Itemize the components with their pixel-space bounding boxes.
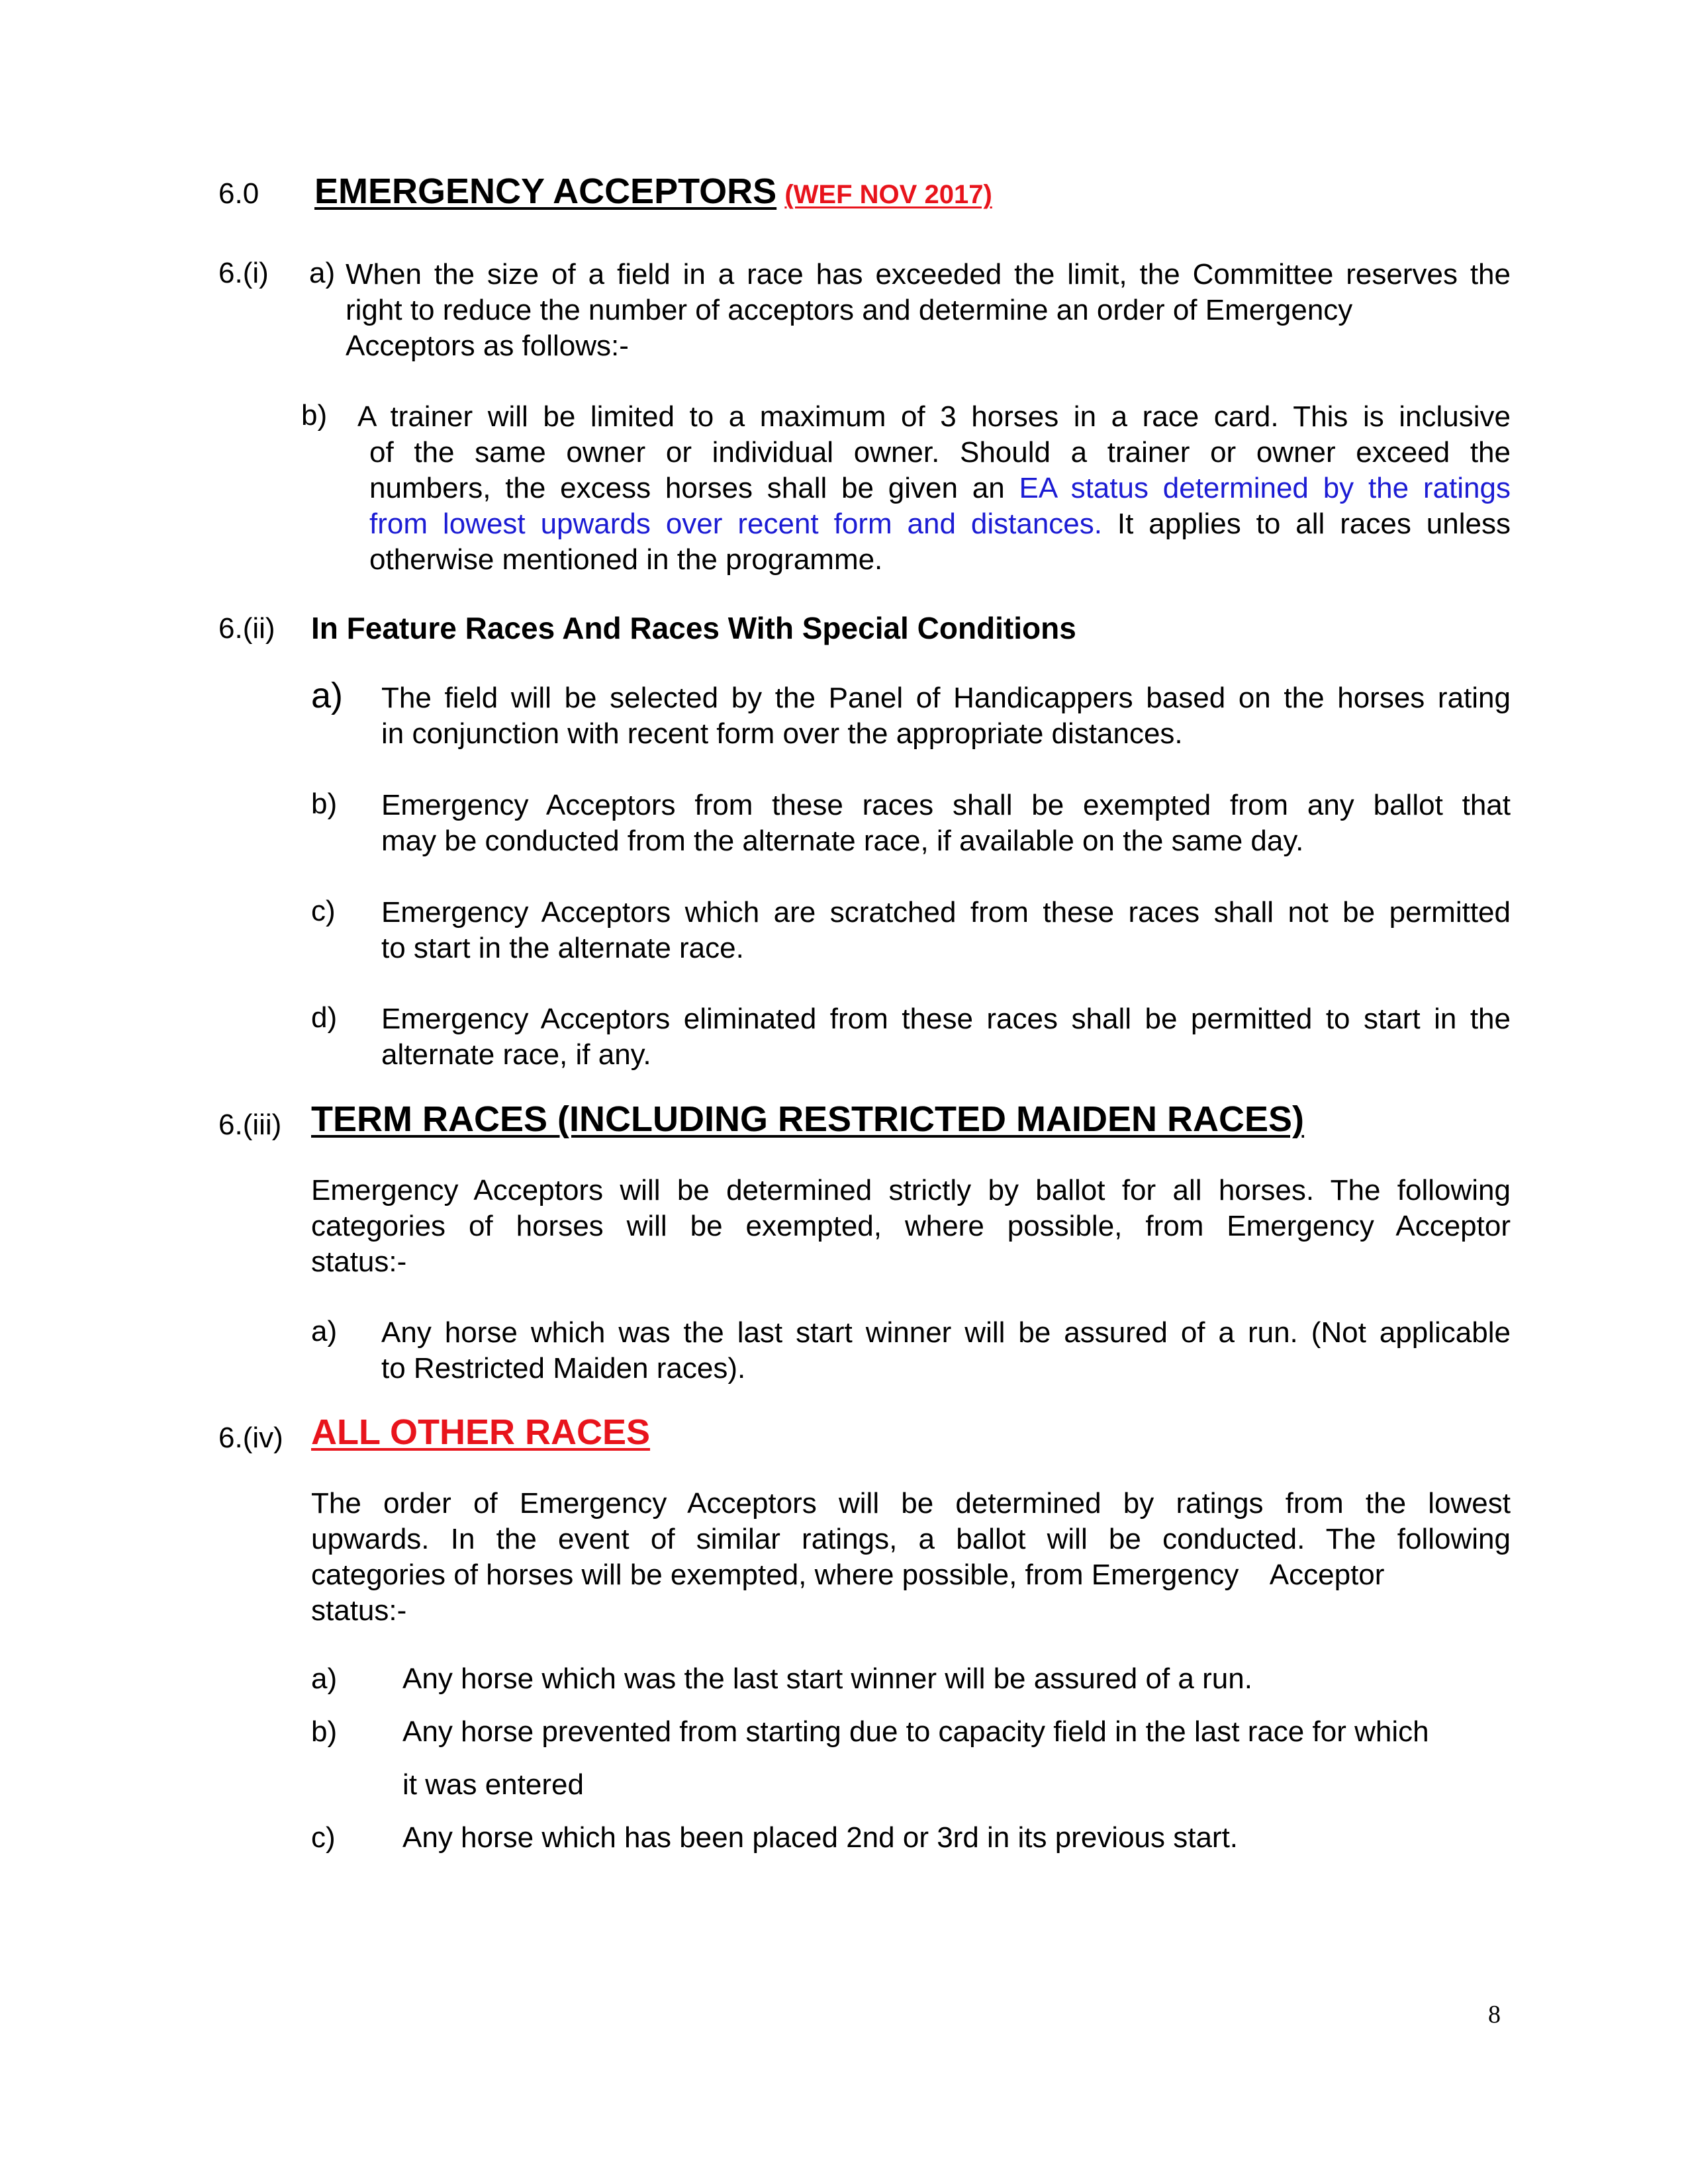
text-line: alternate race, if any. bbox=[381, 1038, 651, 1071]
item-label-c: c) bbox=[311, 895, 336, 927]
text-line: of the same owner or individual owner. Should a trainer or owner exceed the bbox=[369, 436, 1511, 469]
text-line: in conjunction with recent form over the appropriate distances. bbox=[381, 717, 1183, 750]
paragraph-6-iii-intro bbox=[311, 1173, 1511, 1280]
section-title-feature-races: In Feature Races And Races With Special Conditions bbox=[311, 611, 1076, 645]
item-label-a: a) bbox=[311, 1315, 338, 1347]
text-line: Emergency Acceptors from these races shall be exempted from any ballot that bbox=[381, 789, 1511, 821]
text-line: may be conducted from the alternate race, if available on the same day. bbox=[381, 825, 1304, 857]
section-title: EMERGENCY ACCEPTORS bbox=[314, 171, 777, 211]
text-line: categories of horses will be exempted, where possible, from Emergency Acceptor bbox=[311, 1210, 1511, 1242]
section-number-6-i: 6.(i) bbox=[218, 257, 269, 289]
text-span: numbers, the excess horses shall be given an bbox=[369, 472, 1019, 504]
item-label-d: d) bbox=[311, 1001, 338, 1034]
section-title-all-other-races: ALL OTHER RACES bbox=[311, 1412, 651, 1452]
item-label-c: c) bbox=[311, 1821, 336, 1854]
item-label-a: a) bbox=[311, 1662, 338, 1695]
text-line: upwards. In the event of similar ratings, a ballot will be conducted. The following bbox=[311, 1523, 1511, 1555]
text-line: The field will be selected by the Panel of Handicappers based on the horses rating bbox=[381, 682, 1511, 714]
list-item-text: Any horse which has been placed 2nd or 3rd in its previous start. bbox=[402, 1821, 1239, 1854]
text-line: Any horse which was the last start winner will be assured of a run. (Not applicable bbox=[381, 1316, 1511, 1349]
text-line: status:- bbox=[311, 1246, 407, 1278]
paragraph-6-ii-c bbox=[381, 895, 1511, 966]
item-label-a: a) bbox=[311, 676, 344, 715]
item-label-b: b) bbox=[301, 399, 328, 432]
highlighted-text: EA status determined by the ratings bbox=[1019, 472, 1511, 504]
text-line: otherwise mentioned in the programme. bbox=[369, 543, 883, 576]
list-item-text: Any horse prevented from starting due to capacity field in the last race for which bbox=[402, 1715, 1429, 1748]
paragraph-6-i-b bbox=[369, 435, 1511, 578]
text-line: Emergency Acceptors which are scratched from these races shall not be permitted bbox=[381, 896, 1511, 929]
text-line: status:- bbox=[311, 1594, 407, 1627]
text-line: categories of horses will be exempted, where possible, from Emergency Acceptor bbox=[311, 1559, 1385, 1591]
list-item-text: Any horse which was the last start winner will be assured of a run. bbox=[402, 1662, 1252, 1695]
highlighted-text: from lowest upwards over recent form and distances. bbox=[369, 508, 1102, 540]
paragraph-6-ii-b bbox=[381, 788, 1511, 859]
paragraph-6-iv-intro-cont bbox=[311, 1557, 1436, 1629]
text-line: Emergency Acceptors eliminated from these races shall be permitted to start in the bbox=[381, 1003, 1511, 1035]
item-label-b: b) bbox=[311, 788, 338, 820]
paragraph-6-iii-a bbox=[381, 1315, 1511, 1387]
paragraph-6-i-a-cont bbox=[346, 293, 1405, 364]
section-title-term-races: TERM RACES (INCLUDING RESTRICTED MAIDEN RACES) bbox=[311, 1099, 1305, 1139]
effective-date-note: (WEF NOV 2017) bbox=[784, 180, 992, 209]
paragraph-6-iv-intro bbox=[311, 1486, 1511, 1557]
text-line: Acceptors as follows:- bbox=[346, 330, 629, 362]
text-line: Emergency Acceptors will be determined strictly by ballot for all horses. The following bbox=[311, 1174, 1511, 1206]
text-line: to start in the alternate race. bbox=[381, 932, 744, 964]
section-number-6-iv: 6.(iv) bbox=[218, 1422, 283, 1454]
text-line: to Restricted Maiden races). bbox=[381, 1352, 746, 1385]
text-line bbox=[369, 506, 1511, 542]
section-heading-emergency-acceptors bbox=[314, 171, 992, 212]
section-number-6-0: 6.0 bbox=[218, 177, 259, 210]
paragraph-6-i-b-first bbox=[357, 399, 1511, 435]
item-label-b: b) bbox=[311, 1715, 338, 1748]
text-line: A trainer will be limited to a maximum of 3 horses in a race card. This is inclusive bbox=[357, 400, 1511, 433]
text-span: It applies to all races unless bbox=[1102, 508, 1511, 540]
section-number-6-ii: 6.(ii) bbox=[218, 612, 275, 645]
paragraph-6-i-a bbox=[346, 257, 1511, 293]
paragraph-6-ii-d bbox=[381, 1001, 1511, 1073]
text-line bbox=[369, 471, 1511, 506]
paragraph-6-ii-a bbox=[381, 680, 1511, 752]
list-item-text-cont: it was entered bbox=[402, 1768, 584, 1801]
text-line: The order of Emergency Acceptors will be determined by ratings from the lowest bbox=[311, 1487, 1511, 1520]
text-line: right to reduce the number of acceptors and determine an order of Emergency bbox=[346, 294, 1353, 326]
item-label-a: a) bbox=[309, 257, 336, 289]
page-number: 8 bbox=[1488, 2001, 1501, 2028]
section-number-6-iii: 6.(iii) bbox=[218, 1109, 282, 1141]
text-line: When the size of a field in a race has exceeded the limit, the Committee reserves the bbox=[346, 258, 1511, 291]
